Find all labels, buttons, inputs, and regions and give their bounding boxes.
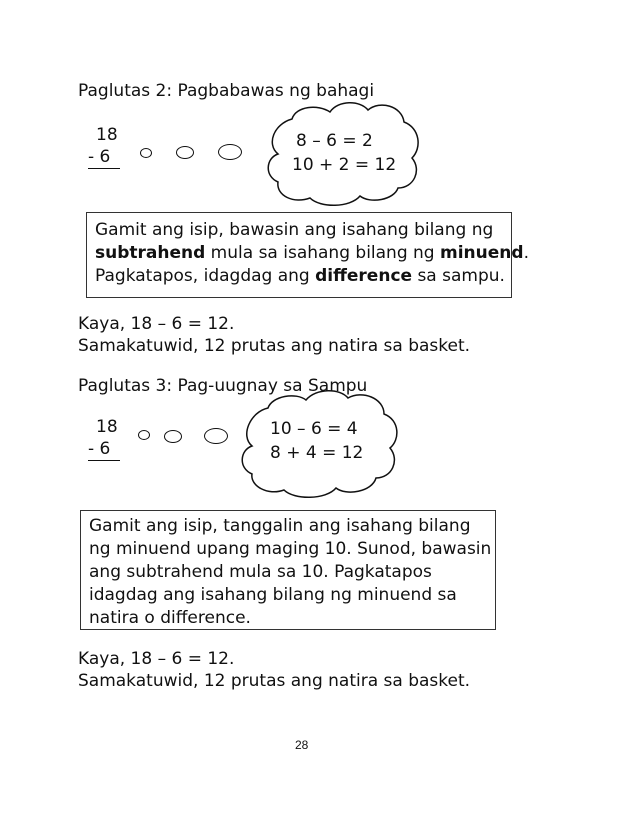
solution3-minuend: 18 [96,417,118,437]
solution2-conclusion2: Samakatuwid, 12 prutas ang natira sa basket. [78,336,471,356]
solution3-heading: Paglutas 3: Pag-uugnay sa Sampu [78,376,368,396]
solution2-subtrahend: - 6 [88,147,111,167]
term-difference: difference [315,266,413,286]
box-line2-mid: mula sa isahang bilang ng [205,243,440,263]
solution3-subtrahend: - 6 [88,439,111,459]
term-minuend: minuend [440,243,524,263]
box-line3-start: Pagkatapos, idagdag ang [95,266,316,286]
solution2-cloud-line1: 8 – 6 = 2 [296,131,373,151]
solution3-conclusion2: Samakatuwid, 12 prutas ang natira sa basket. [78,671,471,691]
solution3-cloud-line2: 8 + 4 = 12 [270,443,364,463]
solution3-box-line: ng minuend upang maging 10. Sunod, bawasin [89,539,492,559]
solution2-heading: Paglutas 2: Pagbabawas ng bahagi [78,81,375,101]
solution3-instruction-box [80,510,496,630]
box-line2-end: . [523,243,529,263]
solution3-box-line: idagdag ang isahang bilang ng minuend sa [89,585,457,605]
solution3-cloud-line1: 10 – 6 = 4 [270,419,358,439]
solution3-box-line: Gamit ang isip, tanggalin ang isahang bilang [89,516,471,536]
page-number: 28 [295,738,309,752]
solution2-minuend: 18 [96,125,118,145]
solution2-conclusion1: Kaya, 18 – 6 = 12. [78,314,235,334]
solution2-box-line1: Gamit ang isip, bawasin ang isahang bilang ng [95,220,494,240]
solution3-box-line: natira o difference. [89,608,251,628]
solution2-cloud-line2: 10 + 2 = 12 [292,155,397,175]
solution3-box-line: ang subtrahend mula sa 10. Pagkatapos [89,562,432,582]
box-line3-end: sa sampu. [412,266,505,286]
solution3-conclusion1: Kaya, 18 – 6 = 12. [78,649,235,669]
term-subtrahend: subtrahend [95,243,206,263]
